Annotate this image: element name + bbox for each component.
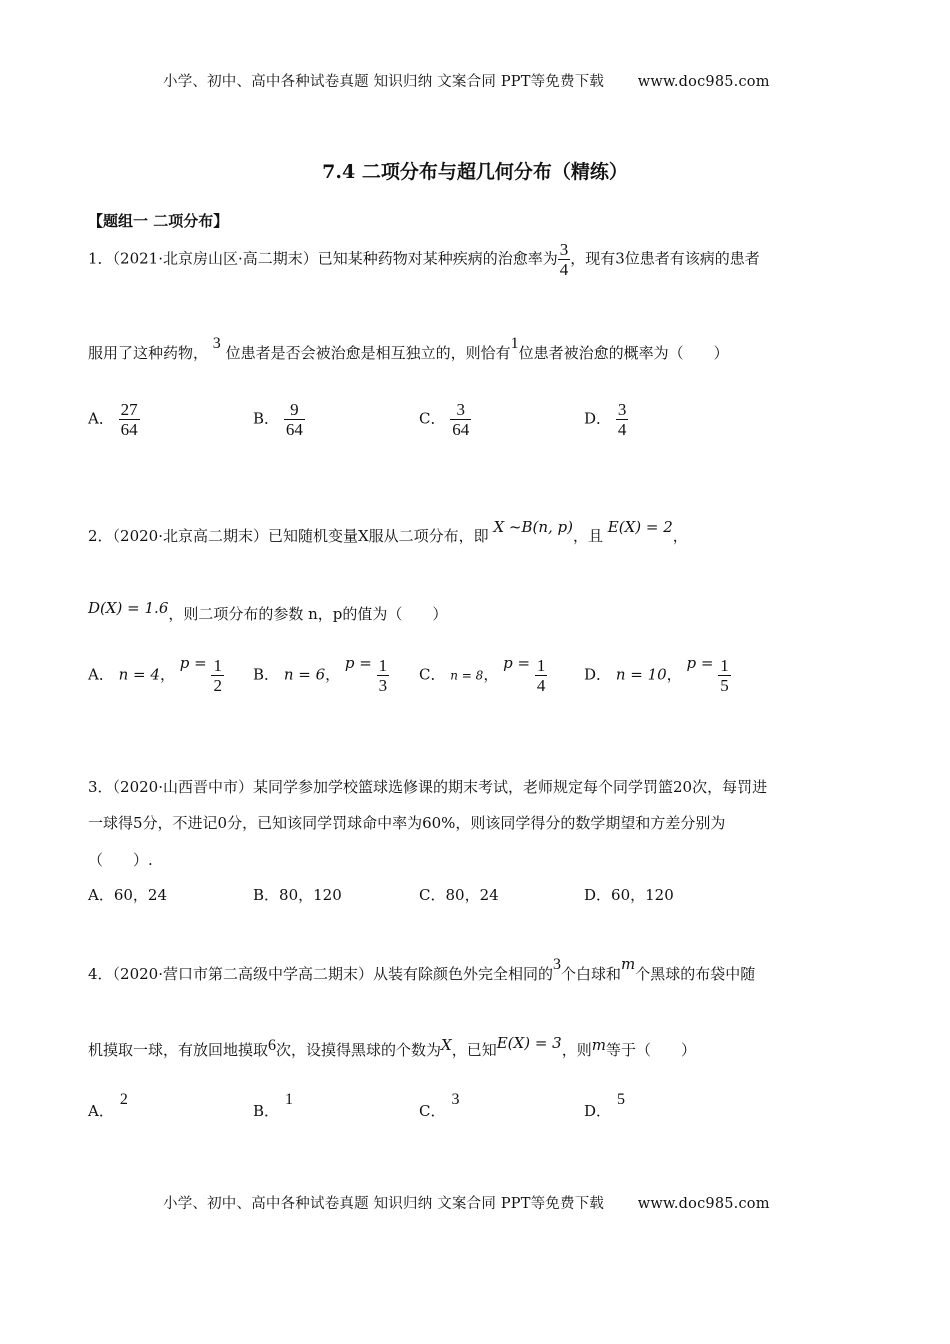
q3-option-c[interactable]: C．80，24: [419, 886, 499, 904]
frac-num: 3: [617, 400, 627, 419]
q4-text-c: 个黑球的布袋中随: [635, 965, 756, 983]
option-sep: ，: [159, 665, 175, 684]
q1-option-a[interactable]: [88, 400, 140, 439]
q4-var-X: X: [441, 1036, 452, 1054]
q4-option-b[interactable]: [253, 1091, 294, 1121]
option-p: p =: [179, 653, 207, 672]
q2-option-b[interactable]: [253, 653, 389, 695]
q4-number-3: 3: [553, 956, 561, 973]
q4-text-f: ，已知: [451, 1041, 497, 1059]
q4-text-h: 等于（ ）: [605, 1041, 696, 1059]
q2-expectation-expr: E(X) = 2: [607, 518, 673, 536]
frac-num: 1: [536, 656, 546, 675]
q1-frac-num: 3: [559, 240, 569, 259]
option-fraction: [616, 400, 629, 439]
q1-option-c[interactable]: [419, 400, 471, 439]
page-footer: [163, 1192, 770, 1213]
q2-text-c: ，: [672, 527, 688, 545]
option-n: n = 10: [615, 665, 667, 684]
q2-option-d[interactable]: [584, 653, 731, 695]
option-label: A．: [88, 1102, 114, 1120]
option-sep: ，: [483, 665, 499, 684]
q1-fraction: [558, 240, 571, 279]
footer-url: www.doc985.com: [637, 1196, 770, 1212]
question-3-line-2: 一球得5分，不进记0分，已知该同学罚球命中率为60%，则该同学得分的数学期望和方差分别为: [88, 814, 726, 832]
q4-text-g: ，则: [561, 1041, 592, 1059]
q4-number-6: 6: [268, 1037, 277, 1054]
option-fraction: [450, 400, 471, 439]
option-sep: ，: [666, 665, 682, 684]
option-label: A．: [88, 665, 114, 684]
q1-frac-den: 4: [559, 260, 569, 279]
option-label: C．: [419, 409, 446, 428]
q4-var-m: m: [621, 955, 636, 973]
q4-text-d: 机摸取一球，有放回地摸取: [88, 1041, 269, 1059]
option-label: A．: [88, 409, 114, 428]
option-label: D．: [584, 1102, 612, 1120]
q1-text-d: 位患者是否会被治愈是相互独立的，则恰有: [225, 344, 511, 362]
question-1-line-2: [88, 335, 729, 364]
q2-text-b: ，且: [573, 527, 604, 545]
option-n: n = 4: [118, 665, 160, 684]
option-fraction: [211, 656, 224, 695]
frac-den: 2: [213, 676, 222, 695]
frac-num: 9: [290, 400, 299, 419]
q4-option-d[interactable]: [584, 1091, 626, 1121]
q1-text-e: 位患者被治愈的概率为（ ）: [518, 344, 729, 362]
option-sep: ，: [325, 665, 341, 684]
q2-option-a[interactable]: [88, 653, 224, 695]
q2-option-c[interactable]: [419, 653, 547, 695]
option-value: 5: [617, 1091, 626, 1108]
option-fraction: [535, 656, 548, 695]
question-2-line-2: [88, 599, 448, 624]
question-2-line-1: [88, 518, 688, 546]
q2-text-a: 2．（2020·北京高二期末）已知随机变量X服从二项分布，即: [88, 527, 489, 545]
option-label: B．: [253, 409, 280, 428]
page-header: [163, 70, 770, 91]
option-fraction: [377, 656, 390, 695]
option-fraction: [718, 656, 731, 695]
footer-text: 小学、初中、高中各种试卷真题 知识归纳 文案合同 PPT等免费下载: [163, 1196, 605, 1212]
q1-text-c: 服用了这种药物，: [88, 344, 209, 362]
option-label: D．: [584, 409, 612, 428]
frac-num: 1: [720, 656, 729, 675]
option-value: 1: [285, 1091, 294, 1108]
option-label: D．: [584, 665, 612, 684]
q1-option-d[interactable]: [584, 400, 628, 439]
option-p: p =: [686, 653, 714, 672]
option-label: B．: [253, 1102, 280, 1120]
q3-option-a[interactable]: A．60，24: [88, 886, 168, 904]
option-n: n = 6: [283, 665, 326, 684]
q1-text-a: 1．（2021·北京房山区·高二期末）已知某种药物对某种疾病的治愈率为: [88, 249, 558, 268]
q1-option-b[interactable]: [253, 400, 305, 439]
question-4-line-2: [88, 1034, 696, 1061]
option-fraction: [284, 400, 305, 439]
frac-num: 27: [120, 400, 138, 419]
option-n: n = 8: [450, 668, 484, 683]
frac-den: 4: [536, 676, 546, 695]
question-4-line-1: [88, 955, 756, 985]
frac-den: 5: [720, 676, 729, 695]
question-1-line-1: [88, 240, 760, 279]
header-url: www.doc985.com: [637, 74, 770, 90]
q1-number-3: 3: [212, 335, 221, 352]
frac-num: 1: [378, 656, 388, 675]
option-p: p =: [503, 653, 531, 672]
q4-text-e: 次，设摸得黑球的个数为: [276, 1041, 442, 1059]
group-heading: 【题组一 二项分布】: [88, 212, 229, 230]
q1-number-1: 1: [510, 335, 519, 352]
q3-option-b[interactable]: B．80，120: [253, 886, 342, 904]
q4-expectation-expr: E(X) = 3: [496, 1034, 562, 1052]
option-p: p =: [344, 653, 372, 672]
q2-text-d: ，则二项分布的参数 n，p的值为（ ）: [168, 605, 448, 623]
q2-variance-expr: D(X) = 1.6: [88, 599, 169, 617]
page-title: 7.4 二项分布与超几何分布（精练）: [322, 161, 628, 183]
option-label: B．: [253, 665, 280, 684]
frac-den: 4: [617, 420, 627, 439]
q4-option-a[interactable]: [88, 1091, 128, 1121]
frac-den: 64: [120, 420, 138, 439]
header-text: 小学、初中、高中各种试卷真题 知识归纳 文案合同 PPT等免费下载: [163, 74, 605, 90]
q4-option-c[interactable]: [419, 1091, 460, 1121]
option-value: 2: [119, 1091, 128, 1108]
option-fraction: [119, 400, 140, 439]
frac-den: 3: [378, 676, 388, 695]
option-value: 3: [451, 1091, 460, 1108]
q1-text-b: ，现有3位患者有该病的患者: [570, 249, 760, 268]
question-3-line-3: （ ）.: [88, 851, 153, 869]
q2-binomial-expr: X ~B(n, p): [493, 518, 573, 536]
option-label: C．: [419, 1102, 446, 1120]
q4-text-b: 个白球和: [561, 965, 622, 983]
frac-num: 1: [213, 656, 222, 675]
frac-den: 64: [285, 420, 303, 439]
q3-option-d[interactable]: D．60，120: [584, 886, 674, 904]
q4-text-a: 4．（2020·营口市第二高级中学高二期末）从装有除颜色外完全相同的: [88, 965, 553, 983]
frac-num: 3: [456, 400, 466, 419]
q4-var-m-2: m: [591, 1036, 606, 1054]
question-3-line-1: 3．（2020·山西晋中市）某同学参加学校篮球选修课的期末考试，老师规定每个同学罚篮20次，每罚进: [88, 778, 768, 796]
option-label: C．: [419, 665, 446, 684]
frac-den: 64: [452, 420, 470, 439]
